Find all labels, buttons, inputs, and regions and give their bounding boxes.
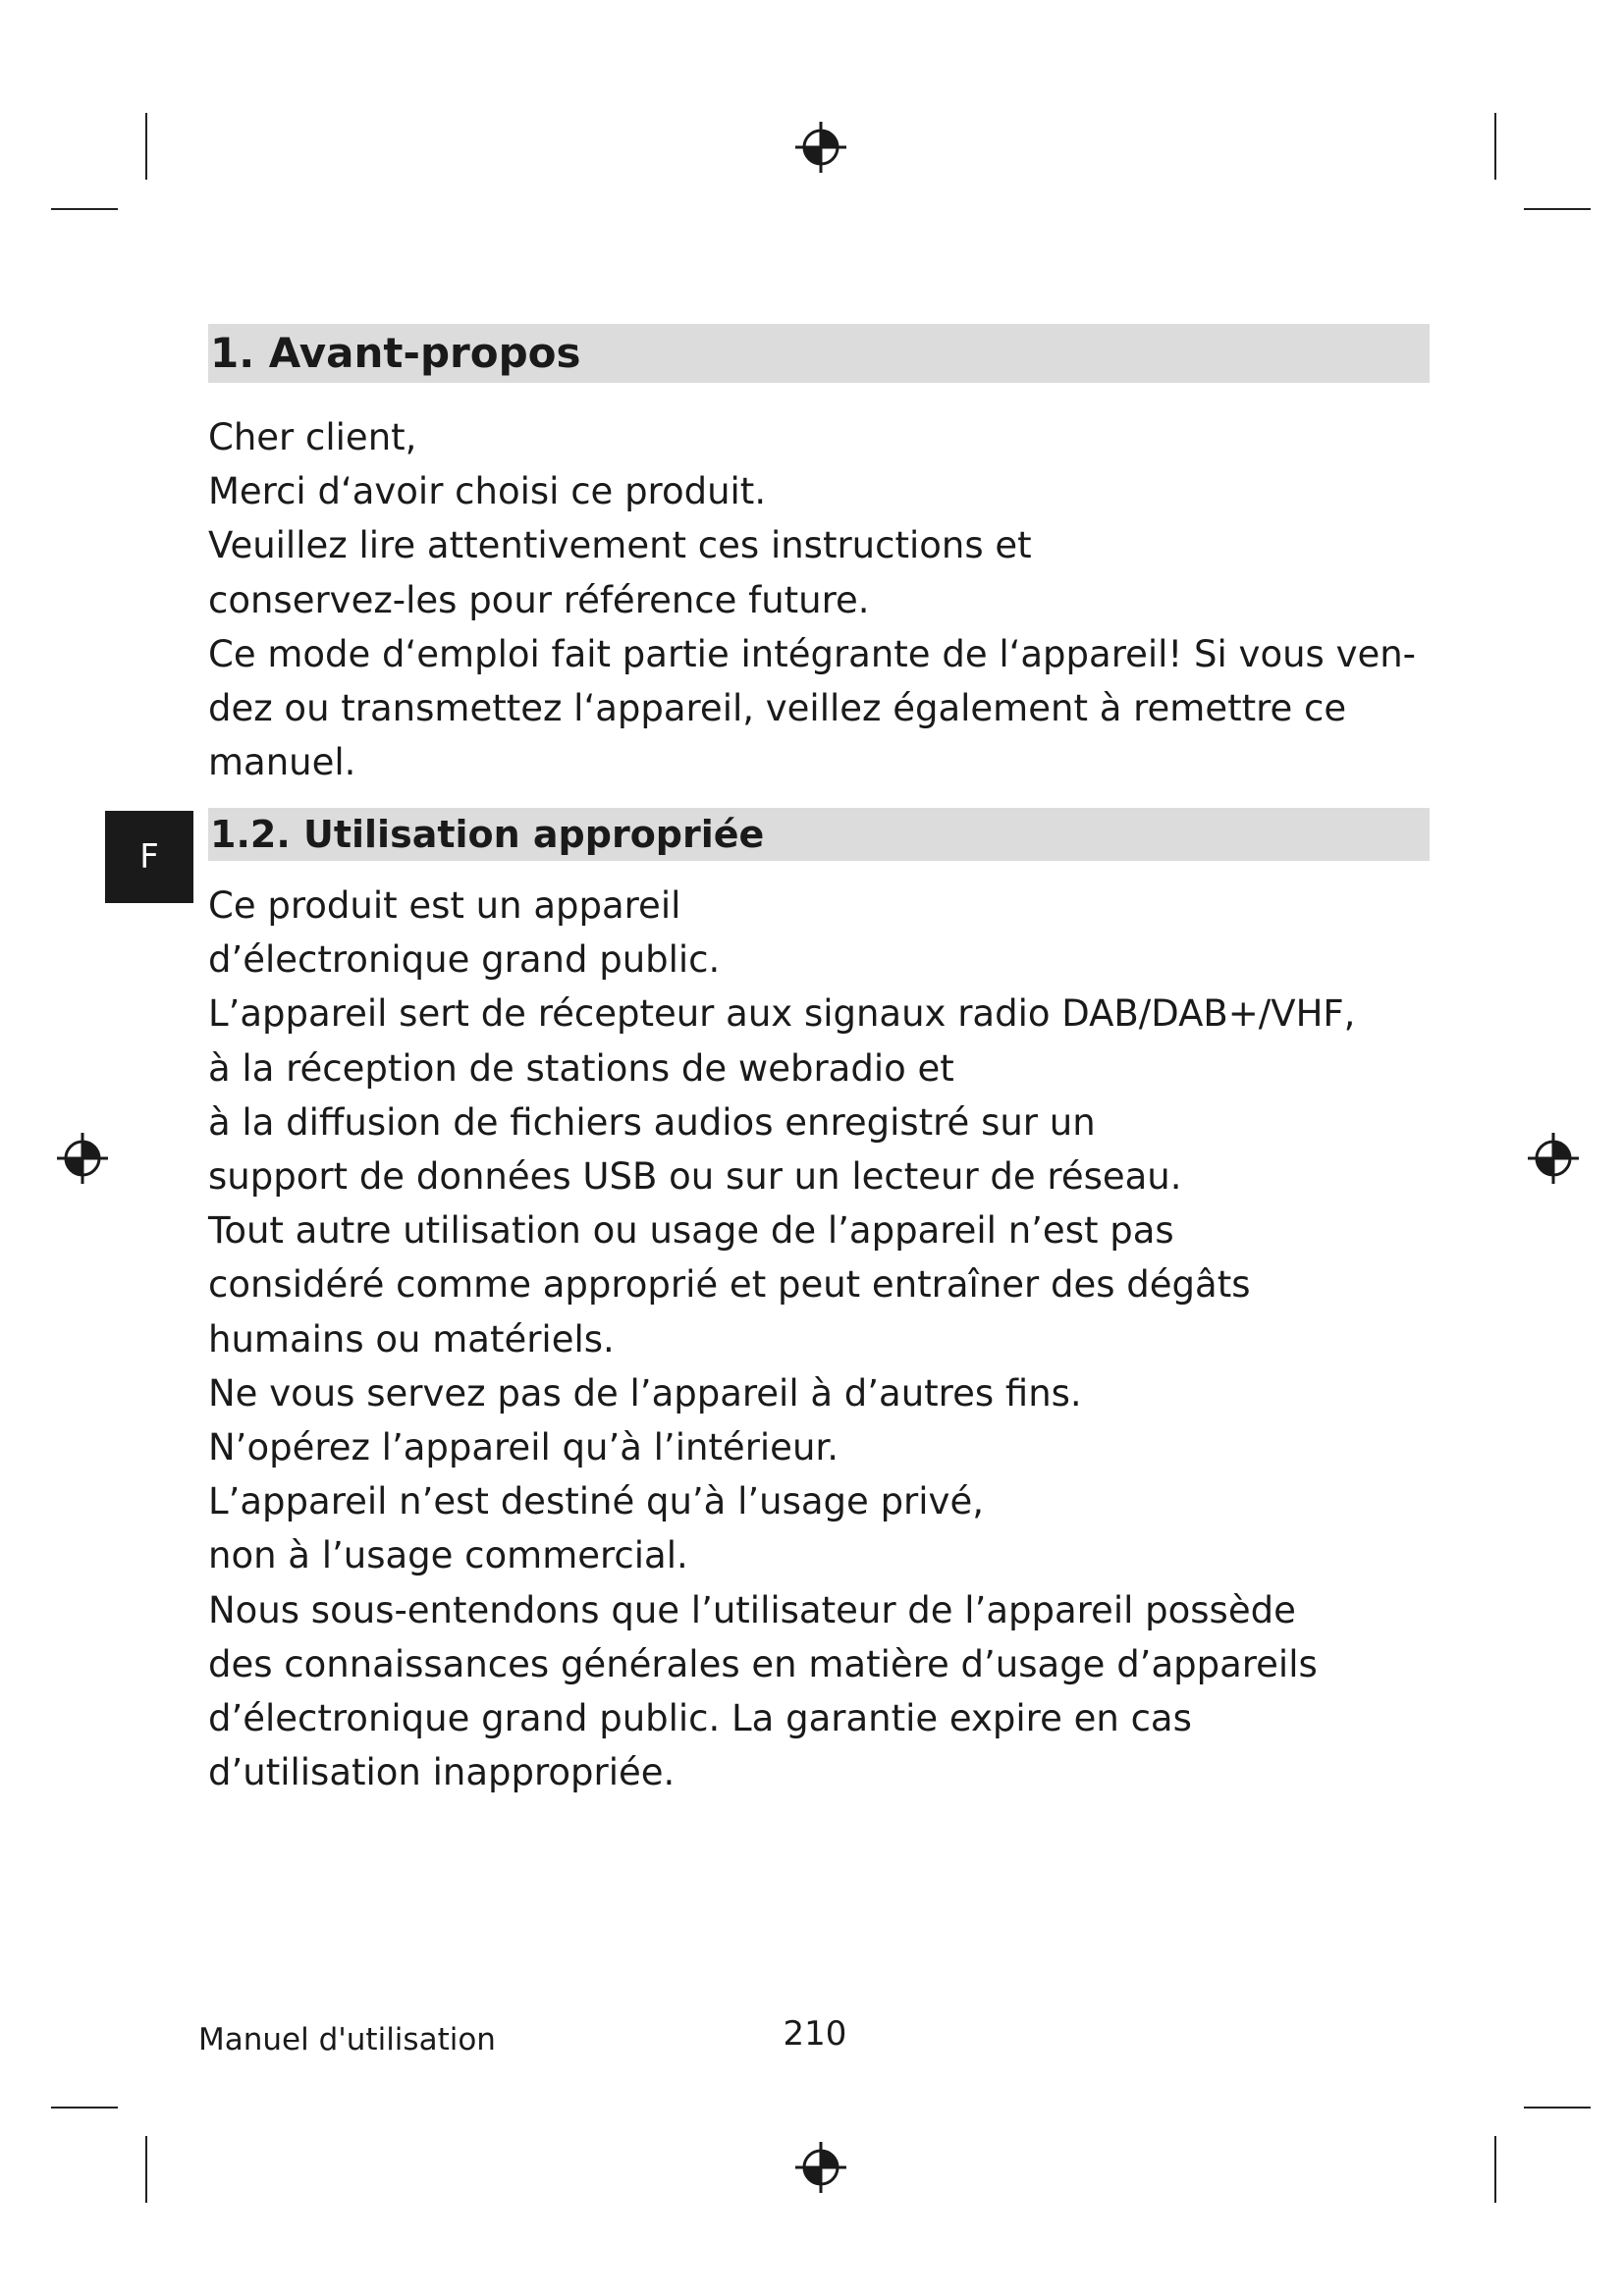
text-line: d’électronique grand public.	[208, 938, 721, 982]
text-line: non à l’usage commercial.	[208, 1534, 688, 1577]
text-line: des connaissances générales en matière d’usage d’appareils	[208, 1642, 1318, 1685]
text-line: Merci d‘avoir choisi ce produit.	[208, 470, 767, 513]
registration-mark-icon	[793, 120, 848, 175]
text-line: Ce mode d‘emploi fait partie intégrante de l‘appareil! Si vous ven-	[208, 632, 1417, 675]
text-line: à la réception de stations de webradio et	[208, 1046, 954, 1090]
text-line: d’utilisation inappropriée.	[208, 1751, 676, 1794]
crop-mark-bottom-left-vertical	[145, 2136, 147, 2203]
section-body-utilisation	[208, 879, 1445, 1799]
crop-mark-bottom-left-horizontal	[51, 2107, 118, 2109]
crop-mark-top-left-horizontal	[51, 208, 118, 210]
text-line: considéré comme approprié et peut entraîner des dégâts	[208, 1263, 1251, 1307]
text-line: Ne vous servez pas de l’appareil à d’autres fins.	[208, 1371, 1082, 1415]
text-line: Tout autre utilisation ou usage de l’appareil n’est pas	[208, 1209, 1174, 1253]
text-line: Ce produit est un appareil	[208, 884, 681, 927]
crop-mark-bottom-right-horizontal	[1524, 2107, 1591, 2109]
text-line: L’appareil n’est destiné qu’à l’usage privé,	[208, 1480, 984, 1523]
page-number: 210	[783, 2014, 847, 2054]
text-line: Cher client,	[208, 416, 417, 458]
text-line: conservez-les pour référence future.	[208, 578, 870, 621]
crop-mark-top-right-vertical	[1494, 113, 1496, 180]
registration-mark-icon	[793, 2140, 848, 2195]
text-line: support de données USB ou sur un lecteur de réseau.	[208, 1155, 1182, 1199]
footer-label: Manuel d'utilisation	[198, 2022, 496, 2057]
section-heading-avant-propos: 1. Avant-propos	[208, 324, 1430, 383]
text-line: humains ou matériels.	[208, 1317, 615, 1361]
registration-mark-icon	[55, 1131, 110, 1186]
language-tab: F	[105, 811, 193, 903]
text-line: d’électronique grand public. La garantie expire en cas	[208, 1697, 1192, 1740]
section-heading-utilisation: 1.2. Utilisation appropriée	[208, 808, 1430, 861]
registration-mark-icon	[1526, 1131, 1581, 1186]
crop-mark-top-right-horizontal	[1524, 208, 1591, 210]
text-line: manuel.	[208, 741, 356, 784]
text-line: N’opérez l’appareil qu’à l’intérieur.	[208, 1426, 839, 1469]
crop-mark-top-left-vertical	[145, 113, 147, 180]
text-line: Veuillez lire attentivement ces instructions et	[208, 524, 1032, 567]
text-line: Nous sous-entendons que l’utilisateur de l’appareil possède	[208, 1588, 1296, 1631]
text-line: L’appareil sert de récepteur aux signaux radio DAB/DAB+/VHF,	[208, 992, 1356, 1036]
text-line: dez ou transmettez l‘appareil, veillez également à remettre ce	[208, 687, 1347, 730]
text-line: à la diffusion de fichiers audios enregistré sur un	[208, 1100, 1096, 1144]
crop-mark-bottom-right-vertical	[1494, 2136, 1496, 2203]
section-body-avant-propos	[208, 410, 1445, 789]
